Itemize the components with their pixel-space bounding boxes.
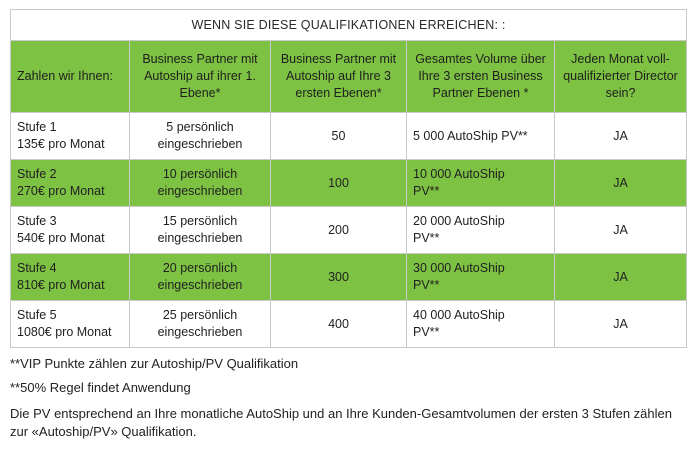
partners-level1-count: 5 persönlich — [166, 120, 234, 134]
stufe-label: Stufe 3 — [17, 214, 57, 228]
stufe-amount: 540€ pro Monat — [17, 231, 105, 245]
partners-level1-note: eingeschrieben — [157, 325, 243, 339]
partners-level3-cell: 100 — [271, 160, 407, 207]
volume-cell — [407, 207, 555, 254]
stufe-label: Stufe 1 — [17, 120, 57, 134]
volume-unit: PV** — [413, 184, 440, 198]
header-director: Jeden Monat voll-qualifizierter Director sein? — [555, 41, 687, 113]
partners-level1-count: 20 persönlich — [162, 261, 238, 275]
stufe-label: Stufe 4 — [17, 261, 57, 275]
stufe-amount: 135€ pro Monat — [17, 137, 105, 151]
volume-unit: PV** — [413, 325, 440, 339]
volume-value: 5 000 AutoShip PV** — [413, 128, 528, 143]
director-cell: JA — [555, 207, 687, 254]
stufe-amount: 810€ pro Monat — [17, 278, 105, 292]
table-row — [11, 254, 687, 301]
footnote-vip-points: **VIP Punkte zählen zur Autoship/PV Qualifikation — [10, 356, 299, 371]
footnote-50-percent-rule: **50% Regel findet Anwendung — [10, 380, 191, 395]
partners-level1-cell — [130, 254, 271, 301]
table-row — [11, 160, 687, 207]
volume-unit: PV** — [413, 278, 440, 292]
partners-level1-note: eingeschrieben — [157, 184, 243, 198]
partners-level1-cell — [130, 160, 271, 207]
director-cell: JA — [555, 301, 687, 348]
partners-level1-cell — [130, 113, 271, 160]
stufe-amount: 1080€ pro Monat — [17, 325, 112, 339]
volume-value: 20 000 AutoShip — [413, 214, 505, 228]
partners-level1-count: 25 persönlich — [162, 308, 238, 322]
volume-value: 30 000 AutoShip — [413, 261, 505, 275]
stufe-cell — [11, 113, 130, 160]
partners-level3-cell: 300 — [271, 254, 407, 301]
partners-level1-note: eingeschrieben — [157, 137, 243, 151]
director-cell: JA — [555, 160, 687, 207]
footnote-pv-qualification: Die PV entsprechend an Ihre monatliche AutoShip und an Ihre Kunden-Gesamtvolumen der ersten 3 Stufen zählen zur «Autoship/PV» Qualifikation. — [10, 406, 672, 439]
partners-level1-note: eingeschrieben — [157, 278, 243, 292]
stufe-cell — [11, 301, 130, 348]
partners-level1-count: 10 persönlich — [162, 167, 238, 181]
partners-level1-cell — [130, 301, 271, 348]
partners-level1-note: eingeschrieben — [157, 231, 243, 245]
volume-cell — [407, 301, 555, 348]
partners-level3-cell: 200 — [271, 207, 407, 254]
volume-cell — [407, 160, 555, 207]
volume-value: 10 000 AutoShip — [413, 167, 505, 181]
stufe-label: Stufe 5 — [17, 308, 57, 322]
header-payout: Zahlen wir Ihnen: — [11, 41, 130, 113]
table-row — [11, 207, 687, 254]
header-partners-level1: Business Partner mit Autoship auf ihrer 1. Ebene* — [130, 41, 271, 113]
volume-value: 40 000 AutoShip — [413, 308, 505, 322]
stufe-label: Stufe 2 — [17, 167, 57, 181]
partners-level3-cell: 400 — [271, 301, 407, 348]
table-row — [11, 301, 687, 348]
director-cell: JA — [555, 254, 687, 301]
partners-level3-cell: 50 — [271, 113, 407, 160]
header-row — [11, 41, 687, 113]
volume-cell — [407, 113, 555, 160]
stufe-amount: 270€ pro Monat — [17, 184, 105, 198]
stufe-cell — [11, 207, 130, 254]
stufe-cell — [11, 160, 130, 207]
qualification-table — [10, 9, 687, 348]
partners-level1-count: 15 persönlich — [162, 214, 238, 228]
table-title-row — [11, 10, 687, 41]
volume-cell — [407, 254, 555, 301]
header-partners-level3: Business Partner mit Autoship auf Ihre 3 ersten Ebenen* — [271, 41, 407, 113]
partners-level1-cell — [130, 207, 271, 254]
table-row — [11, 113, 687, 160]
director-cell: JA — [555, 113, 687, 160]
table-title: WENN SIE DIESE QUALIFIKATIONEN ERREICHEN: : — [11, 10, 687, 41]
header-total-volume: Gesamtes Volume über Ihre 3 ersten Business Partner Ebenen * — [407, 41, 555, 113]
stufe-cell — [11, 254, 130, 301]
volume-unit: PV** — [413, 231, 440, 245]
